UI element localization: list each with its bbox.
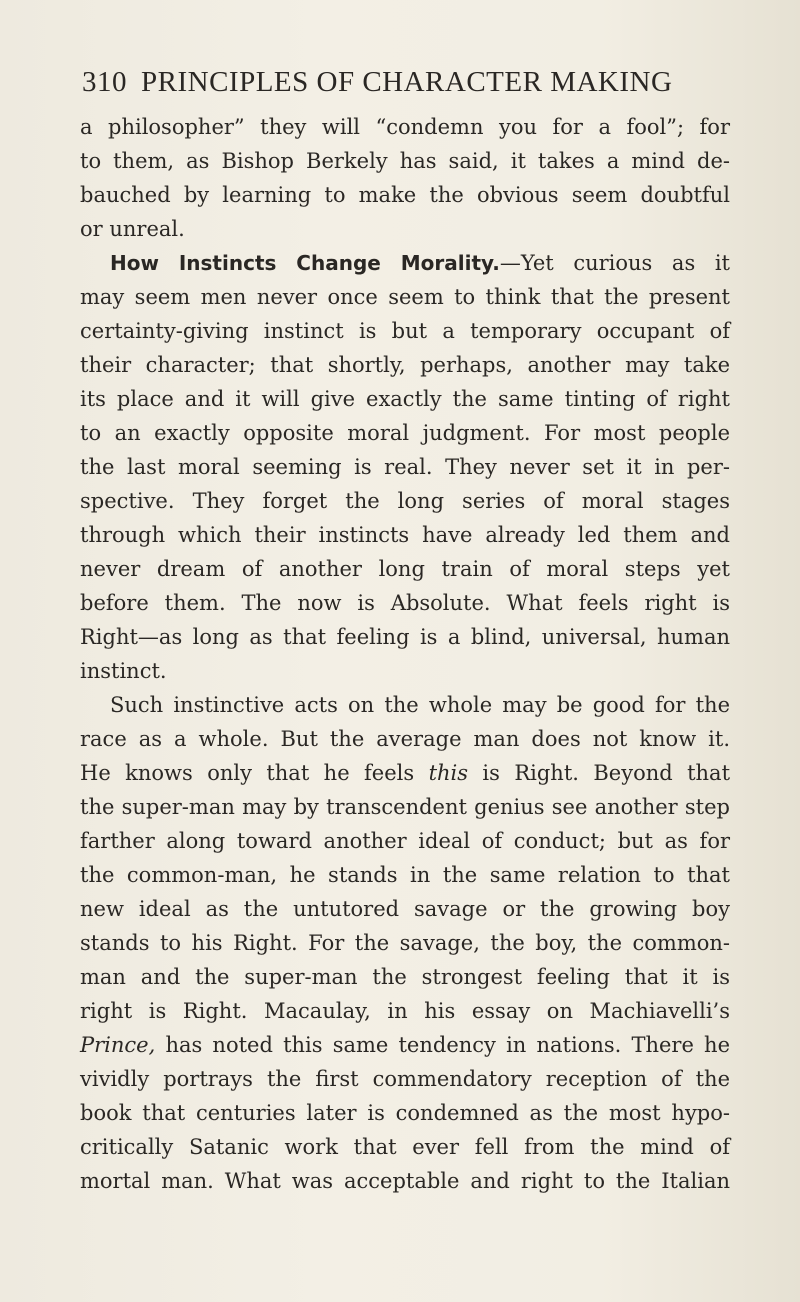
- text-line: right is Right. Macaulay, in his essay on Machiavelli’s: [80, 999, 730, 1023]
- italic-emphasis: this: [428, 761, 469, 785]
- text-line: a philosopher” they will “condemn you for a fool”; for: [80, 115, 730, 139]
- text-line: [80, 756, 730, 790]
- italic-emphasis: Prince,: [80, 1033, 156, 1057]
- text-line: the super-man may by transcendent genius see another step: [80, 795, 730, 819]
- text-line: instinct.: [80, 659, 167, 683]
- text-line: book that centuries later is condemned as the most hypo-: [80, 1101, 730, 1125]
- text-line: bauched by learning to make the obvious seem doubtful: [80, 183, 730, 207]
- text-line: stands to his Right. For the savage, the boy, the common-: [80, 931, 730, 955]
- text-line: or unreal.: [80, 217, 185, 241]
- text-line: man and the super-man the strongest feeling that it is: [80, 965, 730, 989]
- text-line: never dream of another long train of moral steps yet: [80, 557, 730, 581]
- body-text: [80, 110, 730, 1198]
- text-line: vividly portrays the first commendatory reception of the: [80, 1067, 730, 1091]
- text-line: certainty-giving instinct is but a temporary occupant of: [80, 319, 730, 343]
- text-line: to them, as Bishop Berkely has said, it takes a mind de-: [80, 149, 730, 173]
- text-line: through which their instincts have already led them and: [80, 523, 730, 547]
- line-text-before: He knows only that he feels: [80, 761, 429, 785]
- text-line: the last moral seeming is real. They never set it in per-: [80, 455, 730, 479]
- text-line: critically Satanic work that ever fell from the mind of: [80, 1135, 730, 1159]
- text-line: may seem men never once seem to think that the present: [80, 285, 730, 309]
- text-line: race as a whole. But the average man does not know it.: [80, 727, 730, 751]
- text-line: [80, 246, 730, 280]
- running-header: [82, 66, 722, 99]
- text-line: its place and it will give exactly the same tinting of right: [80, 387, 730, 411]
- text-line: before them. The now is Absolute. What feels right is: [80, 591, 730, 615]
- text-line: [80, 1028, 730, 1062]
- line-text-after: is Right. Beyond that: [468, 761, 731, 785]
- line-text-after: has noted this same tendency in nations. There he: [155, 1033, 730, 1057]
- line-text: —Yet curious as it: [499, 251, 730, 275]
- text-line: mortal man. What was acceptable and right to the Italian: [80, 1169, 730, 1193]
- text-line: farther along toward another ideal of conduct; but as for: [80, 829, 730, 853]
- text-line: the common-man, he stands in the same relation to that: [80, 863, 730, 887]
- text-line: spective. They forget the long series of moral stages: [80, 489, 730, 513]
- text-line: their character; that shortly, perhaps, another may take: [80, 353, 730, 377]
- page-number: 310: [82, 66, 127, 98]
- text-line: to an exactly opposite moral judgment. For most people: [80, 421, 730, 445]
- text-line: Such instinctive acts on the whole may be good for the: [110, 693, 730, 717]
- text-line: new ideal as the untutored savage or the growing boy: [80, 897, 730, 921]
- section-heading: How Instincts Change Morality.: [110, 251, 500, 275]
- running-title: PRINCIPLES OF CHARACTER MAKING: [141, 66, 673, 98]
- text-line: Right—as long as that feeling is a blind, universal, human: [80, 625, 730, 649]
